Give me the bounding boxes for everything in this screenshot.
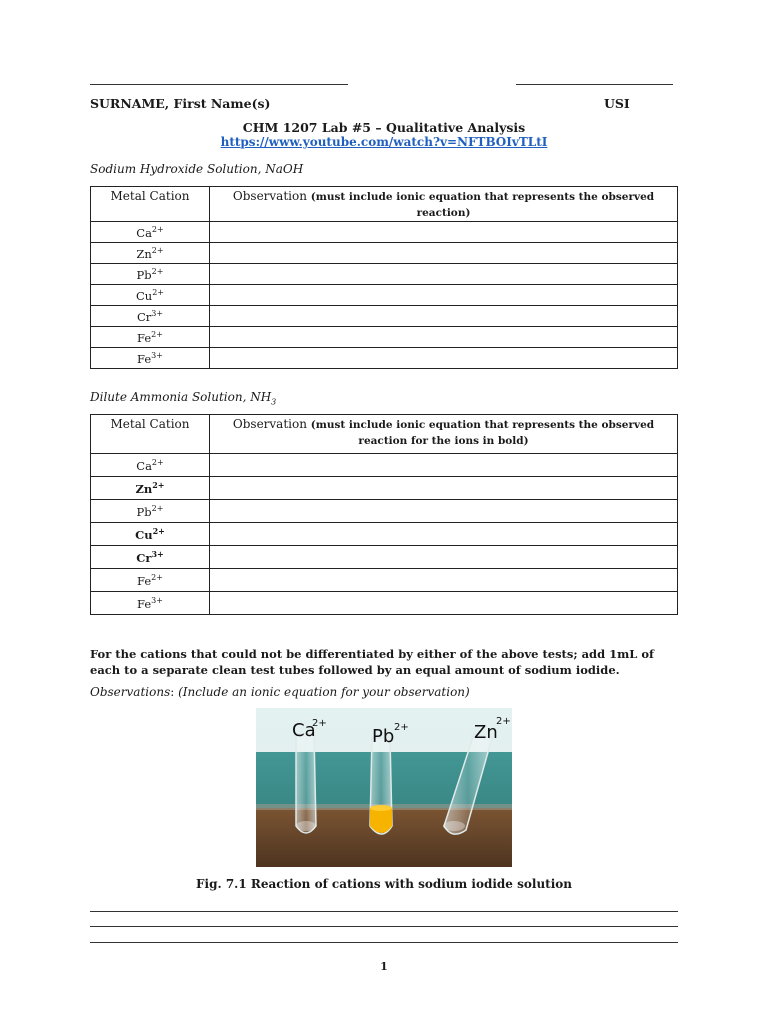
ammonia-row bbox=[91, 454, 678, 477]
naoh-observation-cell[interactable] bbox=[210, 348, 678, 369]
test-tube-ca bbox=[296, 734, 316, 833]
naoh-row bbox=[91, 306, 678, 327]
ammonia-observation-cell[interactable] bbox=[210, 569, 678, 592]
ammonia-row bbox=[91, 477, 678, 500]
observations-prompt: Observations: (Include an ionic equation for your observation) bbox=[90, 685, 470, 699]
naoh-cation-cell: $Cu^{2+}$ bbox=[91, 285, 210, 306]
ammonia-cation-cell: $Fe^{2+}$ bbox=[91, 569, 210, 592]
figure-caption: Fig. 7.1 Reaction of cations with sodium iodide solution bbox=[196, 877, 572, 891]
name-label: SURNAME, First Name(s) bbox=[90, 96, 271, 111]
photo-label-pb: Pb bbox=[372, 726, 395, 747]
naoh-row bbox=[91, 243, 678, 264]
naoh-observation-cell[interactable] bbox=[210, 264, 678, 285]
ammonia-cation-cell: $Fe^{3+}$ bbox=[91, 592, 210, 615]
name-signature-line bbox=[90, 84, 348, 85]
naoh-observation-cell[interactable] bbox=[210, 306, 678, 327]
photo-label-ca: Ca bbox=[292, 720, 316, 741]
naoh-cation-cell: $Fe^{3+}$ bbox=[91, 348, 210, 369]
naoh-cation-cell: $Zn^{2+}$ bbox=[91, 243, 210, 264]
naoh-col-cation: Metal Cation bbox=[91, 187, 210, 222]
ammonia-cation-cell: $Ca^{2+}$ bbox=[91, 454, 210, 477]
ammonia-section-heading: Dilute Ammonia Solution, $NH_3$ bbox=[90, 390, 277, 407]
ammonia-cation-cell: $Cr^{3+}$ bbox=[91, 546, 210, 569]
ammonia-row bbox=[91, 569, 678, 592]
test-tube-photo bbox=[256, 708, 512, 867]
ammonia-cation-cell: $Zn^{2+}$ bbox=[91, 477, 210, 500]
page-number: 1 bbox=[380, 960, 388, 973]
naoh-row bbox=[91, 285, 678, 306]
test-tube-illustration bbox=[256, 708, 512, 867]
ammonia-table bbox=[90, 414, 678, 615]
naoh-table bbox=[90, 186, 678, 369]
answer-line[interactable] bbox=[90, 942, 678, 943]
usi-label: USI bbox=[604, 96, 630, 111]
naoh-cation-cell: $Ca^{2+}$ bbox=[91, 222, 210, 243]
naoh-cation-cell: $Fe^{2+}$ bbox=[91, 327, 210, 348]
naoh-observation-cell[interactable] bbox=[210, 327, 678, 348]
ammonia-row bbox=[91, 500, 678, 523]
answer-line[interactable] bbox=[90, 926, 678, 927]
ammonia-row bbox=[91, 546, 678, 569]
naoh-row bbox=[91, 264, 678, 285]
ammonia-row bbox=[91, 523, 678, 546]
ammonia-observation-cell[interactable] bbox=[210, 592, 678, 615]
ammonia-observation-cell[interactable] bbox=[210, 454, 678, 477]
photo-charge-ca: 2+ bbox=[312, 718, 327, 729]
naoh-row bbox=[91, 327, 678, 348]
naoh-cation-cell: $Pb^{2+}$ bbox=[91, 264, 210, 285]
naoh-cation-cell: $Cr^{3+}$ bbox=[91, 306, 210, 327]
ammonia-observation-cell[interactable] bbox=[210, 523, 678, 546]
ammonia-cation-cell: $Pb^{2+}$ bbox=[91, 500, 210, 523]
naoh-col-observation: Observation (must include ionic equation that represents the observed reaction) bbox=[210, 187, 678, 222]
naoh-observation-cell[interactable] bbox=[210, 285, 678, 306]
ammonia-observation-cell[interactable] bbox=[210, 477, 678, 500]
photo-label-zn: Zn bbox=[474, 722, 498, 743]
answer-line[interactable] bbox=[90, 911, 678, 912]
naoh-observation-cell[interactable] bbox=[210, 243, 678, 264]
instruction-text: For the cations that could not be differentiated by either of the above tests; add 1mL of each to a separate clean test tubes followed by an equal amount of sodium iodide. bbox=[90, 647, 655, 677]
page-title: CHM 1207 Lab #5 – Qualitative Analysis bbox=[242, 120, 526, 135]
naoh-section-heading: Sodium Hydroxide Solution, NaOH bbox=[90, 162, 304, 176]
test-tube-pb bbox=[370, 738, 392, 834]
ammonia-col-cation: Metal Cation bbox=[91, 415, 210, 454]
naoh-row bbox=[91, 222, 678, 243]
ammonia-observation-cell[interactable] bbox=[210, 546, 678, 569]
naoh-observation-cell[interactable] bbox=[210, 222, 678, 243]
photo-charge-zn: 2+ bbox=[496, 716, 511, 727]
ammonia-observation-cell[interactable] bbox=[210, 500, 678, 523]
usi-signature-line bbox=[516, 84, 673, 85]
ammonia-col-observation: Observation (must include ionic equation that represents the observed reaction for the ions in bold) bbox=[210, 415, 678, 454]
photo-charge-pb: 2+ bbox=[394, 722, 409, 733]
video-link[interactable]: https://www.youtube.com/watch?v=NFTBOIvTLtI bbox=[220, 135, 548, 149]
ammonia-row bbox=[91, 592, 678, 615]
naoh-row bbox=[91, 348, 678, 369]
ammonia-cation-cell: $Cu^{2+}$ bbox=[91, 523, 210, 546]
